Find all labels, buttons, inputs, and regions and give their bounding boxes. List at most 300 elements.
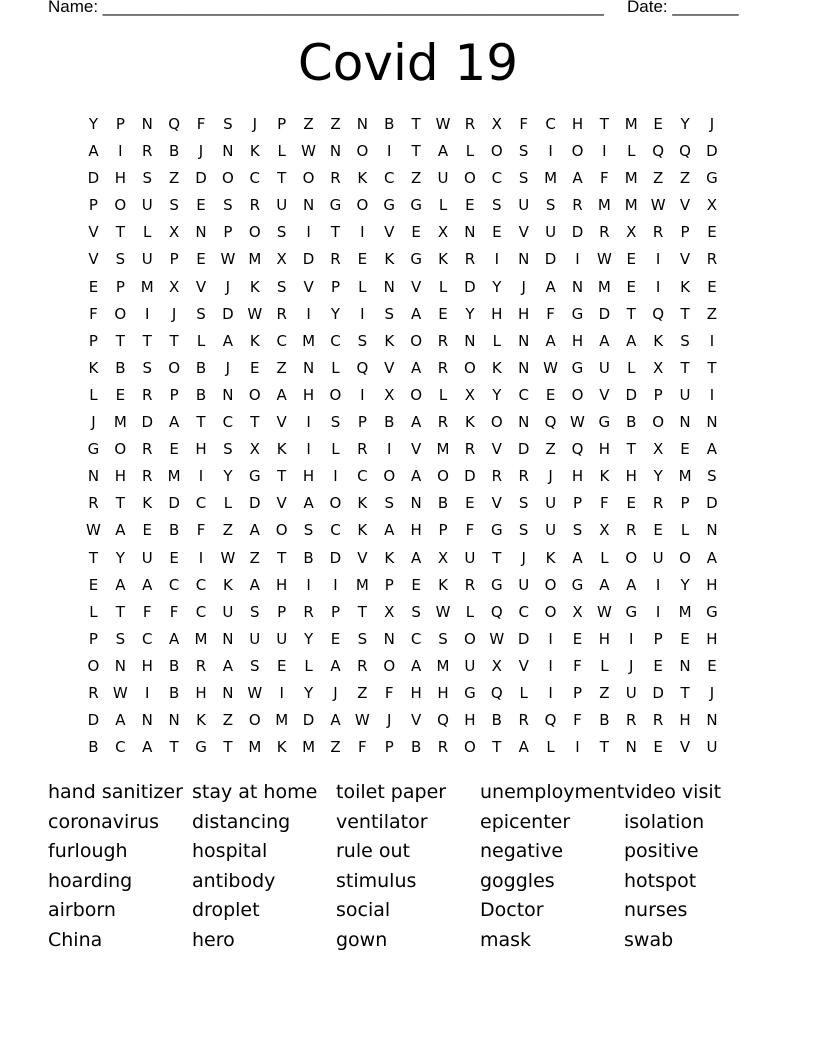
grid-letter: H (706, 575, 718, 594)
grid-letter: V (384, 358, 395, 377)
grid-letter: S (518, 494, 529, 513)
grid-letter: G (571, 575, 584, 594)
grid-letter: U (598, 358, 610, 377)
grid-letter: L (680, 521, 690, 540)
grid-letter: F (600, 494, 609, 513)
grid-letter: R (626, 521, 637, 540)
grid-letter: E (707, 277, 717, 296)
grid-letter: A (411, 304, 422, 323)
grid-letter: E (653, 738, 663, 757)
word-bank-item: hoarding (48, 869, 133, 892)
grid-letter: Z (249, 548, 260, 567)
grid-letter: S (250, 602, 260, 621)
grid-letter: S (357, 629, 368, 648)
grid-row (80, 328, 725, 355)
grid-letter: Y (465, 304, 475, 323)
grid-letter: P (572, 683, 582, 702)
grid-letter: E (653, 656, 663, 675)
grid-letter: N (302, 358, 315, 377)
grid-letter: O (114, 196, 127, 215)
grid-letter: C (410, 629, 422, 648)
grid-letter: W (596, 602, 612, 621)
grid-letter: L (143, 223, 152, 242)
grid-letter: A (411, 548, 422, 567)
grid-letter: F (573, 711, 582, 730)
grid-letter: D (598, 304, 611, 323)
grid-letter: X (249, 440, 260, 459)
grid-letter: N (195, 223, 207, 242)
grid-letter: O (410, 385, 423, 404)
grid-letter: J (225, 277, 231, 296)
grid-letter: O (168, 358, 181, 377)
grid-letter: A (572, 169, 583, 188)
grid-letter: H (410, 683, 422, 702)
grid-letter: M (140, 277, 154, 296)
grid-letter: O (114, 304, 127, 323)
grid-letter: E (626, 250, 636, 269)
grid-letter: T (115, 494, 125, 513)
word-bank-item: unemployment (480, 781, 625, 803)
grid-letter: P (169, 385, 179, 404)
grid-letter: A (249, 575, 260, 594)
grid-letter: O (383, 656, 396, 675)
grid-letter: I (145, 304, 150, 323)
grid-letter: I (333, 467, 338, 486)
grid-letter: S (680, 331, 690, 350)
grid-letter: Q (544, 711, 557, 730)
grid-letter: M (275, 711, 289, 730)
grid-letter: F (519, 115, 529, 133)
grid-letter: O (464, 738, 476, 757)
grid-letter: K (249, 331, 260, 350)
grid-letter: Y (115, 548, 125, 567)
grid-letter: R (437, 413, 449, 432)
grid-letter: Y (653, 467, 663, 486)
grid-letter: O (464, 169, 476, 188)
grid-letter: A (115, 521, 126, 540)
grid-letter: Q (652, 304, 665, 323)
grid-letter: R (357, 440, 368, 459)
grid-letter: V (491, 440, 502, 459)
grid-letter: D (249, 494, 261, 513)
grid-letter: M (678, 467, 692, 486)
grid-letter: S (276, 223, 287, 242)
grid-letter: H (518, 304, 530, 323)
grid-letter: M (355, 575, 369, 594)
grid-letter: U (518, 196, 530, 215)
grid-letter: A (518, 738, 529, 757)
grid-letter: F (465, 521, 475, 540)
grid-letter: J (548, 467, 553, 486)
grid-letter: O (679, 548, 691, 567)
grid-letter: N (222, 629, 234, 648)
grid-letter: N (679, 656, 691, 675)
grid-letter: T (626, 304, 636, 323)
grid-letter: A (572, 548, 583, 567)
grid-letter: Z (679, 169, 691, 188)
grid-letter: F (142, 602, 152, 621)
grid-letter: E (626, 494, 636, 513)
grid-letter: S (384, 304, 394, 323)
grid-letter: C (168, 575, 180, 594)
grid-letter: I (655, 602, 661, 621)
grid-letter: B (384, 115, 395, 133)
grid-letter: P (680, 494, 690, 513)
grid-letter: S (276, 277, 287, 296)
grid-letter: G (464, 683, 476, 702)
grid-letter: M (597, 196, 611, 215)
grid-letter: P (357, 413, 367, 432)
grid-letter: S (303, 521, 314, 540)
grid-letter: O (114, 440, 127, 459)
grid-letter: I (360, 304, 365, 323)
grid-letter: J (629, 656, 634, 675)
grid-letter: O (571, 142, 584, 161)
grid-letter: P (438, 521, 448, 540)
grid-letter: T (330, 223, 341, 242)
grid-letter: E (330, 629, 341, 648)
grid-letter: U (464, 656, 476, 675)
grid-letter: P (680, 223, 690, 242)
grid-letter: I (387, 440, 392, 459)
grid-letter: A (599, 331, 610, 350)
grid-letter: I (387, 142, 392, 161)
grid-letter: J (333, 683, 338, 702)
grid-letter: B (195, 358, 207, 377)
grid-letter: L (627, 142, 636, 161)
grid-letter: A (222, 331, 234, 350)
grid-letter: A (142, 575, 153, 594)
word-bank-item: toilet paper (336, 781, 447, 803)
word-bank-item: distancing (192, 810, 291, 833)
grid-letter: A (88, 142, 99, 161)
grid-letter: N (706, 521, 718, 540)
grid-letter: C (491, 169, 503, 188)
grid-letter: K (680, 277, 690, 296)
grid-letter: B (491, 711, 502, 730)
grid-letter: T (115, 602, 125, 621)
word-bank-item: swab (624, 928, 674, 951)
grid-letter: U (249, 629, 261, 648)
grid-letter: R (437, 331, 449, 350)
grid-letter: E (680, 629, 690, 648)
grid-letter: T (277, 169, 287, 188)
grid-letter: W (247, 683, 263, 702)
grid-letter: W (570, 413, 585, 432)
grid-letter: V (411, 277, 422, 296)
grid-letter: L (438, 385, 448, 404)
grid-row (80, 680, 725, 707)
grid-letter: U (679, 385, 691, 404)
word-bank-item: rule out (336, 840, 410, 863)
grid-letter: C (195, 602, 207, 621)
grid-letter: C (357, 467, 368, 486)
grid-letter: R (142, 142, 153, 161)
grid-letter: W (354, 711, 370, 730)
grid-letter: I (333, 575, 338, 594)
grid-letter: D (87, 169, 100, 188)
grid-letter: A (626, 331, 637, 350)
grid-letter: D (652, 683, 664, 702)
grid-letter: N (410, 494, 422, 513)
grid-letter: E (411, 575, 421, 594)
word-bank-item: negative (480, 840, 564, 863)
grid-letter: K (438, 250, 448, 269)
grid-letter: R (437, 738, 449, 757)
grid-letter: E (142, 521, 152, 540)
grid-letter: W (301, 142, 316, 161)
grid-letter: Y (223, 467, 233, 486)
grid-letter: T (277, 548, 287, 567)
grid-letter: N (383, 629, 395, 648)
grid-letter: H (598, 629, 610, 648)
grid-letter: O (437, 467, 449, 486)
grid-letter: C (276, 331, 287, 350)
grid-letter: S (223, 196, 233, 215)
grid-row (80, 355, 725, 382)
grid-letter: L (438, 277, 448, 296)
grid-letter: S (115, 629, 126, 648)
grid-letter: K (384, 250, 395, 269)
grid-letter: N (302, 196, 315, 215)
grid-letter: T (169, 738, 179, 757)
grid-letter: Y (303, 683, 314, 702)
grid-letter: P (277, 602, 287, 621)
grid-letter: I (602, 142, 607, 161)
word-bank-item: stimulus (336, 869, 417, 892)
grid-letter: H (491, 304, 503, 323)
grid-letter: S (518, 169, 529, 188)
grid-row (80, 734, 725, 761)
grid-letter: A (411, 358, 422, 377)
grid-letter: S (518, 142, 529, 161)
grid-letter: J (171, 304, 177, 323)
grid-letter: Y (303, 629, 314, 648)
grid-letter: V (411, 711, 422, 730)
grid-letter: I (575, 738, 580, 757)
grid-letter: W (543, 358, 558, 377)
grid-letter: K (249, 142, 260, 161)
grid-letter: Z (276, 358, 287, 377)
grid-letter: W (435, 602, 451, 621)
grid-letter: W (220, 548, 236, 567)
grid-letter: H (195, 440, 207, 459)
grid-letter: U (625, 683, 637, 702)
grid-letter: P (88, 196, 98, 215)
grid-letter: H (302, 385, 315, 404)
grid-letter: E (88, 277, 99, 296)
grid-letter: F (169, 602, 179, 621)
grid-letter: L (627, 358, 636, 377)
grid-letter: D (625, 385, 638, 404)
grid-letter: R (437, 358, 449, 377)
grid-letter: G (87, 440, 100, 459)
grid-letter: V (679, 196, 691, 215)
grid-letter: K (491, 358, 502, 377)
grid-letter: V (679, 250, 691, 269)
grid-letter: E (707, 656, 717, 675)
grid-letter: M (678, 602, 692, 621)
grid-letter: A (437, 142, 449, 161)
word-bank-item: goggles (480, 869, 555, 892)
grid-letter: T (357, 602, 367, 621)
grid-letter: N (222, 683, 234, 702)
grid-letter: A (626, 575, 637, 594)
grid-letter: Z (222, 711, 234, 730)
grid-letter: D (571, 223, 584, 242)
grid-letter: O (248, 711, 261, 730)
grid-letter: Z (303, 115, 314, 133)
word-bank-item: Doctor (480, 899, 544, 922)
word-bank (48, 778, 768, 956)
grid-letter: A (276, 385, 287, 404)
grid-letter: R (303, 602, 314, 621)
grid-letter: I (306, 440, 311, 459)
grid-letter: G (490, 575, 503, 594)
grid-letter: H (571, 115, 584, 133)
grid-letter: Z (168, 169, 180, 188)
grid-letter: G (571, 358, 584, 377)
grid-letter: E (492, 223, 502, 242)
grid-letter: A (545, 277, 556, 296)
grid-letter: L (89, 602, 98, 621)
grid-letter: O (302, 169, 315, 188)
grid-letter: C (141, 629, 153, 648)
grid-letter: L (600, 548, 609, 567)
grid-letter: N (625, 738, 637, 757)
grid-letter: I (655, 277, 661, 296)
grid-letter: N (87, 467, 100, 486)
grid-letter: U (652, 548, 664, 567)
grid-letter: K (357, 521, 368, 540)
grid-letter: V (491, 494, 502, 513)
grid-letter: V (599, 385, 610, 404)
grid-letter: X (491, 656, 502, 675)
grid-letter: D (517, 440, 530, 459)
grid-letter: G (329, 196, 342, 215)
grid-letter: R (195, 656, 207, 675)
grid-letter: N (141, 711, 153, 730)
grid-letter: V (88, 223, 99, 242)
grid-letter: X (491, 115, 502, 133)
grid-letter: L (546, 738, 555, 757)
grid-letter: R (518, 467, 529, 486)
grid-letter: Q (437, 711, 449, 730)
grid-letter: L (465, 602, 475, 621)
grid-letter: S (357, 331, 368, 350)
grid-letter: Y (88, 115, 99, 133)
grid-letter: N (222, 385, 234, 404)
grid-letter: Y (330, 304, 341, 323)
grid-letter: C (545, 115, 556, 133)
grid-letter: Z (330, 115, 341, 133)
grid-letter: P (653, 629, 663, 648)
grid-letter: B (168, 142, 180, 161)
grid-letter: H (276, 575, 288, 594)
grid-letter: F (196, 115, 206, 133)
grid-letter: T (115, 223, 125, 242)
grid-letter: X (384, 385, 395, 404)
grid-letter: G (490, 521, 503, 540)
grid-letter: H (625, 467, 637, 486)
grid-letter: L (600, 656, 609, 675)
grid-letter: Q (679, 142, 691, 161)
grid-letter: C (249, 169, 261, 188)
grid-letter: H (571, 467, 584, 486)
grid-letter: Z (599, 683, 610, 702)
grid-letter: R (276, 304, 287, 323)
grid-letter: I (306, 575, 311, 594)
grid-letter: O (87, 656, 100, 675)
grid-letter: D (464, 467, 476, 486)
grid-letter: X (599, 521, 610, 540)
grid-letter: I (548, 656, 553, 675)
grid-letter: P (88, 629, 98, 648)
grid-letter: O (464, 629, 476, 648)
word-bank-item: antibody (192, 869, 276, 892)
grid-letter: F (196, 521, 206, 540)
grid-letter: G (383, 196, 396, 215)
grid-letter: I (548, 683, 553, 702)
grid-letter: R (142, 467, 153, 486)
grid-row (80, 382, 725, 409)
grid-letter: Z (653, 169, 664, 188)
grid-letter: N (571, 277, 584, 296)
grid-letter: F (600, 169, 609, 188)
grid-letter: F (573, 656, 582, 675)
grid-letter: X (437, 548, 449, 567)
grid-letter: C (195, 494, 207, 513)
grid-letter: K (142, 494, 153, 513)
word-bank-item: hotspot (624, 869, 697, 892)
grid-letter: H (706, 629, 718, 648)
grid-row (80, 517, 725, 544)
grid-letter: O (571, 385, 584, 404)
grid-letter: S (115, 250, 126, 269)
grid-letter: O (329, 494, 342, 513)
grid-letter: S (169, 196, 179, 215)
grid-letter: Q (571, 440, 584, 459)
grid-letter: J (198, 142, 204, 161)
grid-letter: U (545, 223, 557, 242)
grid-letter: D (302, 711, 315, 730)
grid-row (80, 274, 725, 301)
grid-letter: U (141, 196, 153, 215)
grid-letter: I (548, 142, 553, 161)
grid-letter: E (196, 250, 206, 269)
grid-letter: S (223, 115, 233, 133)
grid-letter: I (575, 250, 580, 269)
grid-letter: E (276, 656, 287, 675)
grid-letter: L (519, 683, 528, 702)
grid-letter: N (464, 331, 476, 350)
grid-letter: Z (222, 521, 234, 540)
grid-letter: K (653, 331, 664, 350)
grid-letter: H (141, 656, 153, 675)
grid-letter: D (544, 250, 557, 269)
grid-letter: D (706, 494, 718, 513)
grid-letter: W (650, 196, 666, 215)
grid-letter: K (357, 169, 368, 188)
grid-letter: R (330, 169, 341, 188)
grid-letter: O (329, 385, 342, 404)
grid-letter: X (384, 602, 395, 621)
grid-letter: W (435, 115, 451, 133)
grid-letter: J (91, 413, 96, 432)
grid-letter: F (358, 738, 367, 757)
grid-letter: I (198, 467, 204, 486)
grid-letter: A (222, 656, 234, 675)
